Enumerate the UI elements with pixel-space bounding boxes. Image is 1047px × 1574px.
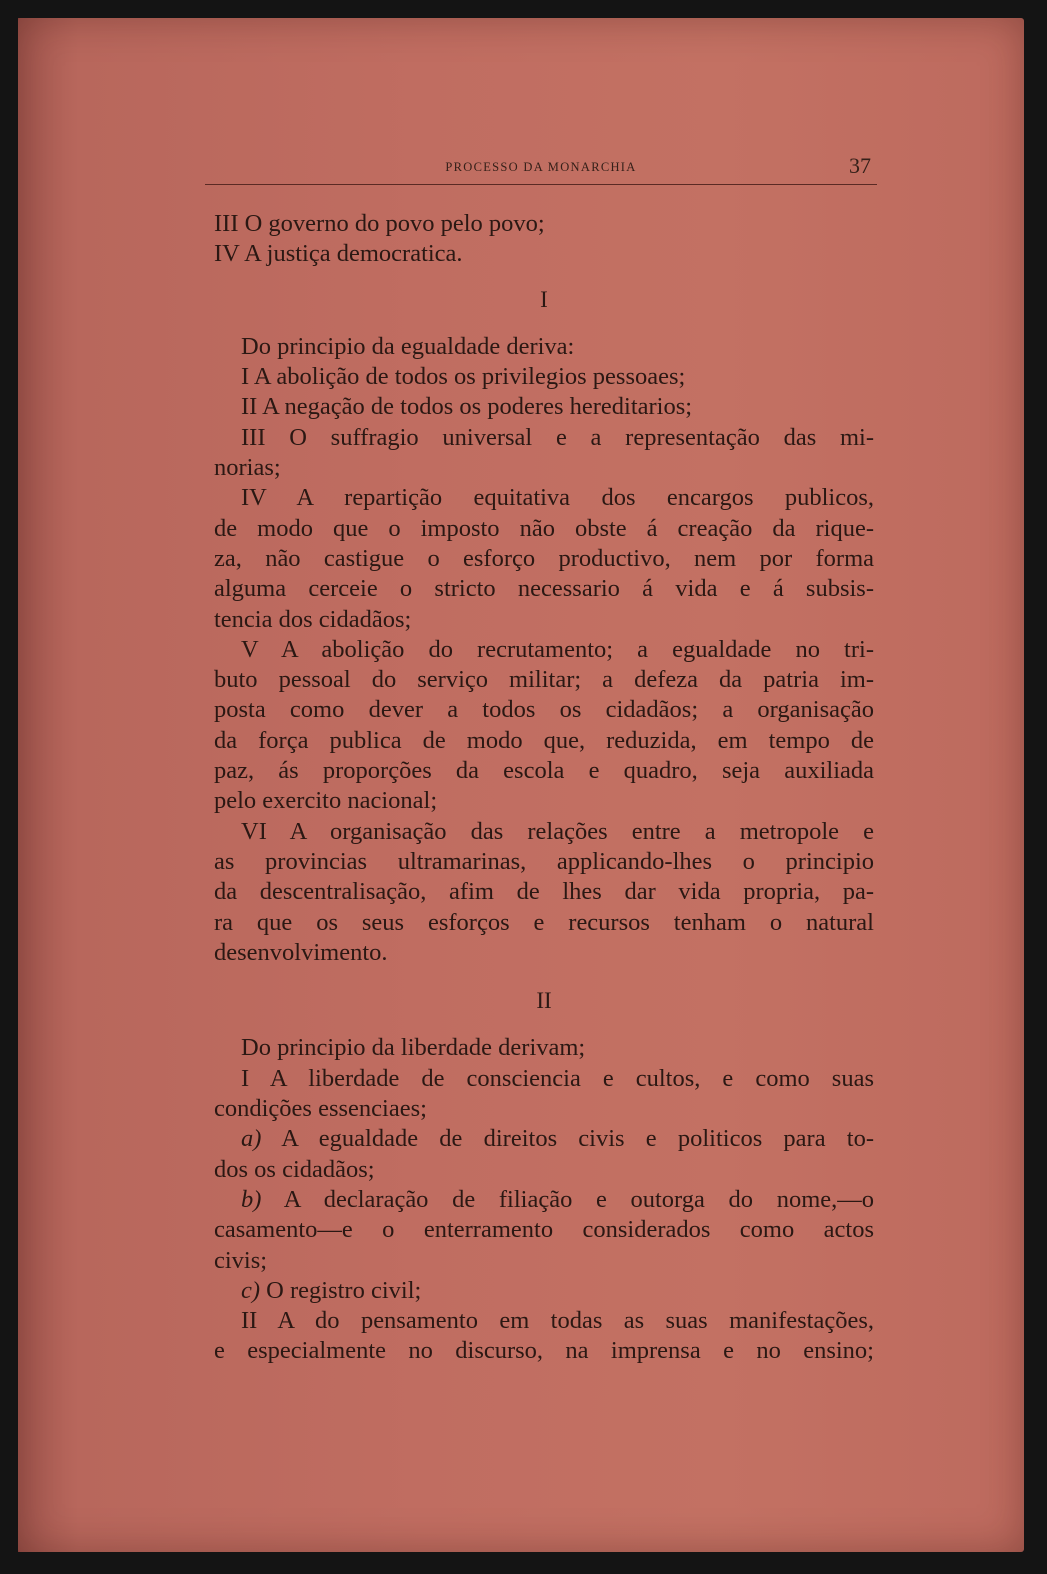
text-line: VI A organisação das relações entre a metropole e <box>241 817 874 845</box>
text-line: casamento—e o enterramento considerados como actos <box>214 1216 874 1244</box>
text-line: da força publica de modo que, reduzida, em tempo de <box>214 726 874 754</box>
text-line: pelo exercito nacional; <box>214 787 438 815</box>
text-line: paz, ás proporções da escola e quadro, seja auxiliada <box>214 757 874 785</box>
text-line: da descentralisação, afim de lhes dar vida propria, pa- <box>214 878 874 906</box>
section-heading-2: II <box>536 988 552 1014</box>
text-line: tencia dos cidadãos; <box>214 605 412 633</box>
text-line: posta como dever a todos os cidadãos; a organisação <box>214 696 874 724</box>
text-line: de modo que o imposto não obste á creação da rique- <box>214 514 874 542</box>
section-heading-1: I <box>540 286 548 312</box>
text-line: as provincias ultramarinas, applicando-lhes o principio <box>214 847 874 875</box>
item-marker: c) <box>241 1276 261 1304</box>
text-line: za, não castigue o esforço productivo, nem por forma <box>214 544 874 572</box>
item-text: A declaração de filiação e outorga do nome,—o <box>283 1185 874 1213</box>
text-line: civis; <box>214 1246 268 1274</box>
text-line: I A liberdade de consciencia e cultos, e como suas <box>241 1064 874 1092</box>
item-marker: a) <box>241 1125 262 1153</box>
page-body <box>214 209 874 1367</box>
item-text: A egualdade de direitos civis e politicos para to- <box>281 1125 874 1153</box>
text-line: III O governo do povo pelo povo; <box>214 210 545 237</box>
text-line: V A abolição do recrutamento; a egualdade no tri- <box>241 635 874 663</box>
text-line: II A do pensamento em todas as suas manifestações, <box>241 1307 874 1335</box>
text-line: II A negação de todos os poderes hereditarios; <box>241 393 693 421</box>
page-header <box>205 153 877 185</box>
text-line: norias; <box>214 454 281 482</box>
text-line: ra que os seus esforços e recursos tenham o natural <box>214 908 874 936</box>
text-line: I A abolição de todos os privilegios pessoaes; <box>241 363 686 391</box>
item-text: O registro civil; <box>266 1276 422 1304</box>
text-line: desenvolvimento. <box>214 938 388 966</box>
page-number: 37 <box>849 153 871 178</box>
text-line: dos os cidadãos; <box>214 1155 375 1183</box>
text-line: III O suffragio universal e a representação das mi- <box>241 423 874 451</box>
text-line: IV A repartição equitativa dos encargos publicos, <box>241 484 874 512</box>
text-line <box>214 1185 874 1215</box>
text-line: e especialmente no discurso, na imprensa e no ensino; <box>214 1337 874 1365</box>
text-line: IV A justiça democratica. <box>214 240 463 268</box>
item-marker: b) <box>241 1185 262 1213</box>
running-title: PROCESSO DA MONARCHIA <box>445 160 637 174</box>
text-line: buto pessoal do serviço militar; a defeza da patria im- <box>214 666 874 694</box>
text-line: alguma cerceie o stricto necessario á vida e á subsis- <box>214 575 874 603</box>
text-line: condições essenciaes; <box>214 1095 427 1123</box>
text-line <box>214 1124 874 1154</box>
text-line <box>214 1276 874 1306</box>
text-line: Do principio da egualdade deriva: <box>241 332 575 360</box>
text-line: Do principio da liberdade derivam; <box>241 1034 586 1062</box>
